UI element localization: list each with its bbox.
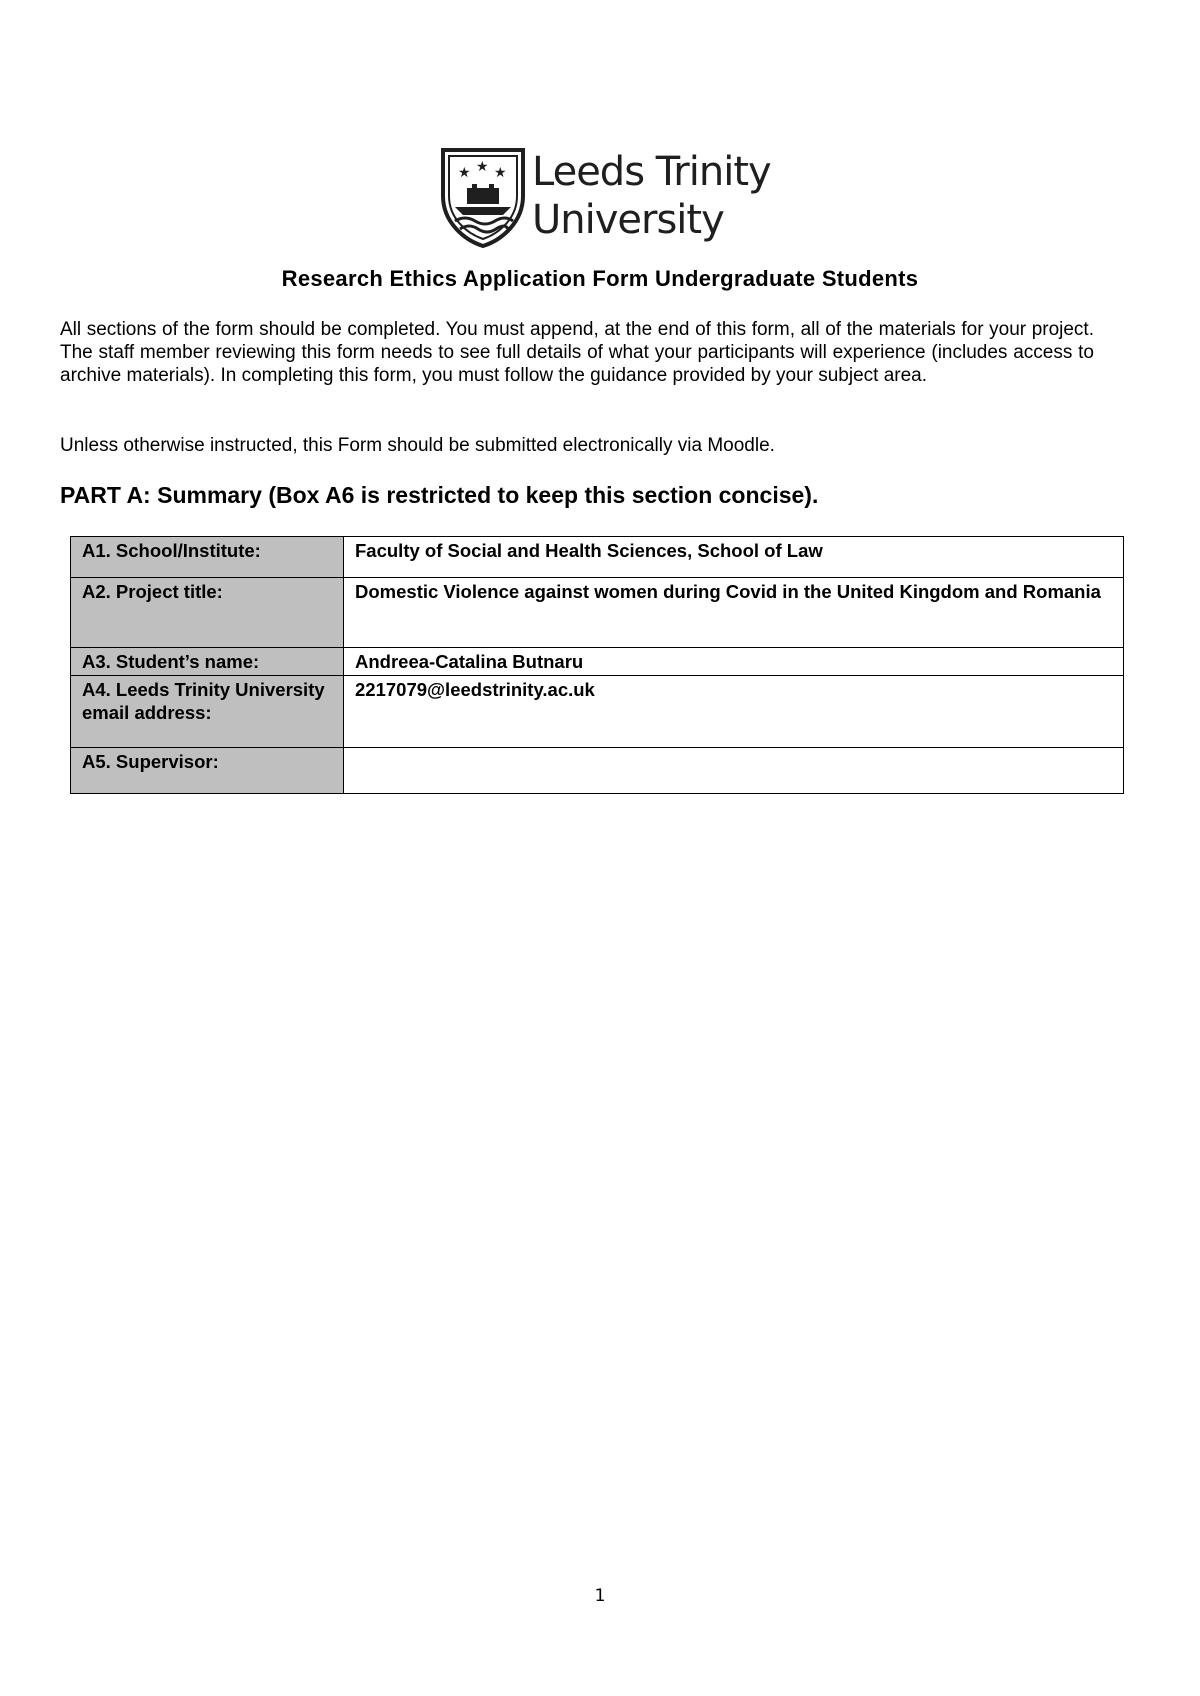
summary-label: A1. School/Institute:	[71, 537, 344, 578]
summary-label: A4. Leeds Trinity University email address:	[71, 676, 344, 748]
intro-paragraph: All sections of the form should be completed. You must append, at the end of this form, all of the materials for your project. The staff member reviewing this form needs to see full details of what your participants will experience (includes access to archive materials). In completing this form, you must follow the guidance provided by your subject area.	[60, 319, 1094, 386]
svg-text:★: ★	[476, 159, 489, 175]
summary-value	[344, 748, 1124, 794]
summary-value: Andreea-Catalina Butnaru	[344, 648, 1124, 676]
university-wordmark	[532, 148, 771, 244]
page-number: 1	[594, 1586, 606, 1606]
summary-label: A3. Student’s name:	[71, 648, 344, 676]
summary-value: Faculty of Social and Health Sciences, School of Law	[344, 537, 1124, 578]
submission-note: Unless otherwise instructed, this Form should be submitted electronically via Moodle.	[60, 435, 775, 456]
summary-row-a1	[71, 537, 1124, 578]
summary-label: A2. Project title:	[71, 578, 344, 648]
summary-label: A5. Supervisor:	[71, 748, 344, 794]
svg-text:★: ★	[494, 165, 507, 181]
crest-shield-icon	[440, 144, 526, 248]
summary-row-a2	[71, 578, 1124, 648]
summary-row-a5	[71, 748, 1124, 794]
summary-row-a3	[71, 648, 1124, 676]
summary-table	[70, 536, 1124, 794]
summary-value: Domestic Violence against women during Covid in the United Kingdom and Romania	[344, 578, 1124, 648]
summary-value: 2217079@leedstrinity.ac.uk	[344, 676, 1124, 748]
summary-row-a4	[71, 676, 1124, 748]
university-logo	[440, 144, 771, 248]
wordmark-line-2: University	[532, 197, 724, 243]
part-a-heading: PART A: Summary (Box A6 is restricted to keep this section concise).	[60, 482, 819, 508]
wordmark-line-1: Leeds Trinity	[532, 149, 771, 195]
svg-text:★: ★	[458, 165, 471, 181]
document-title: Research Ethics Application Form Undergraduate Students	[281, 266, 919, 291]
